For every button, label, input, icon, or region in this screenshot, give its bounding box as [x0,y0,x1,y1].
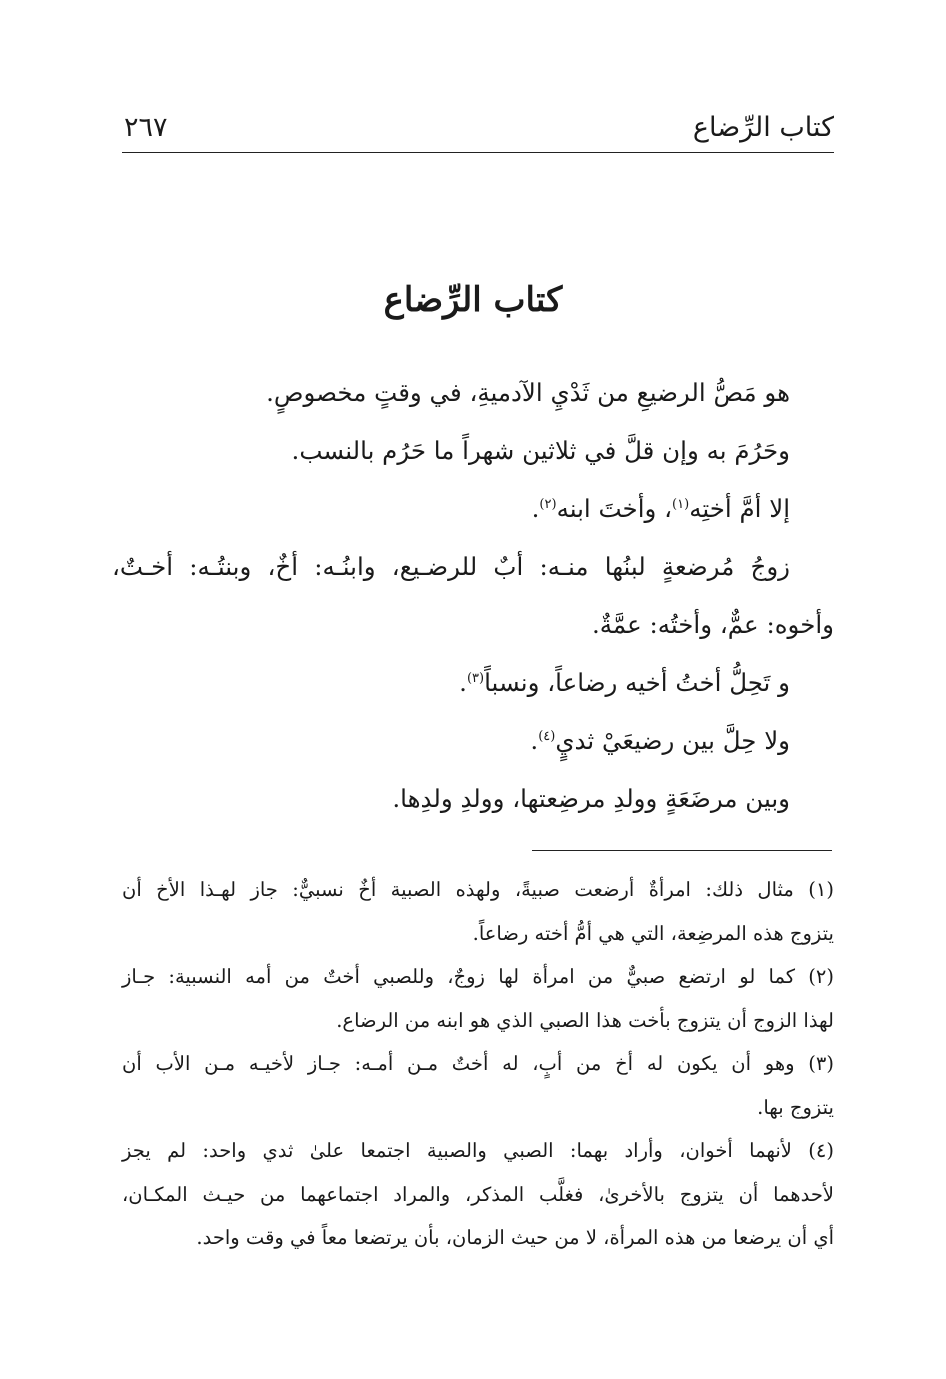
main-line [112,770,790,828]
main-line-text: . [530,726,539,755]
main-line-text: وبين مرضَعَةٍ وولدِ مرضِعتها، وولدِ ولدِها. [392,784,790,813]
footnote-line: (٤) لأنهما أخوان، وأراد بهما: الصبي والصبية اجتمعا علىٰ ثدي واحد: لم يجز [122,1139,834,1162]
footnote-line: يتزوج هذه المرضِعة، التي هي أمُّ أخته رضاعاً. [472,921,834,945]
footnote-line: لأحدهما أن يتزوج بالأخرىٰ، فغلَّب المذكر، والمراد اجتماعهما من حيـث المكـان، [122,1182,834,1206]
footnote-ref-4[interactable]: (٤) [538,728,556,744]
footnote-3 [122,1042,834,1129]
main-line-text: . [459,668,467,697]
running-header [122,108,834,153]
main-line [112,480,790,538]
main-line-text: ، وأختَ ابنه [556,494,673,523]
footnote-ref-3[interactable]: (٣) [466,670,485,686]
footnote-line: (٣) وهو أن يكون له أخ من أبٍ، له أختٌ مـن أمـه: جـاز لأخيـه مـن الأب أن [122,1052,834,1075]
main-line-text: . [531,494,540,523]
footnote-line: لهذا الزوج أن يتزوج بأخت هذا الصبي الذي هو ابنه من الرضاع. [336,1008,834,1032]
main-line [112,596,834,654]
main-line [112,422,790,480]
main-line [112,538,790,596]
footnote-divider [532,850,832,851]
main-line-text: وأخوه: عمٌّ، وأختُه: عمَّةٌ. [592,610,834,639]
footnote-line: (٢) كما لو ارتضع صبيٌّ من امرأة لها زوجٌ، وللصبي أختٌ من أمه النسبية: جـاز [122,965,834,988]
footnotes [122,868,834,1260]
footnote-4 [122,1129,834,1260]
main-line-text: هو مَصُّ الرضيعِ من ثَدْيِ الآدميةِ، في وقتٍ مخصوصٍ. [266,378,790,407]
main-line-text: و تَحِلُّ أختُ أخيه رضاعاً، ونسباً [484,668,790,697]
header-title: كتاب الرِّضاع [692,112,834,143]
footnote-ref-1[interactable]: (١) [672,496,690,512]
main-line-text: زوجُ مُرضعةٍ لبنُها منـه: أبٌ للرضـيع، وابنُـه: أخٌ، وبنتُـه: أخـتٌ، [112,552,790,581]
page-number: ٢٦٧ [124,112,168,143]
footnote-line: (١) مثال ذلك: امرأةٌ أرضعت صبيةً، ولهذه الصبية أخٌ نسبيٌّ: جاز لهـذا الأخ أن [122,878,834,901]
main-text [112,364,834,828]
main-line-text: إلا أمَّ أختِه [689,494,790,523]
main-line-text: ولا حِلَّ بين رضيعَيْ ثديٍ [555,726,790,755]
chapter-title: كتاب الرِّضاع [383,280,563,320]
main-line [112,654,790,712]
footnote-1 [122,868,834,955]
main-line [112,712,790,770]
footnote-2 [122,955,834,1042]
main-line [112,364,790,422]
footnote-line: يتزوج بها. [757,1095,834,1119]
main-line-text: وحَرُمَ به وإن قلَّ في ثلاثين شهراً ما حَرُم بالنسب. [291,436,790,465]
footnote-line: أي أن يرضعا من هذه المرأة، لا من حيث الزمان، بأن يرتضعا معاً في وقت واحد. [196,1226,834,1249]
footnote-ref-2[interactable]: (٢) [539,496,557,512]
